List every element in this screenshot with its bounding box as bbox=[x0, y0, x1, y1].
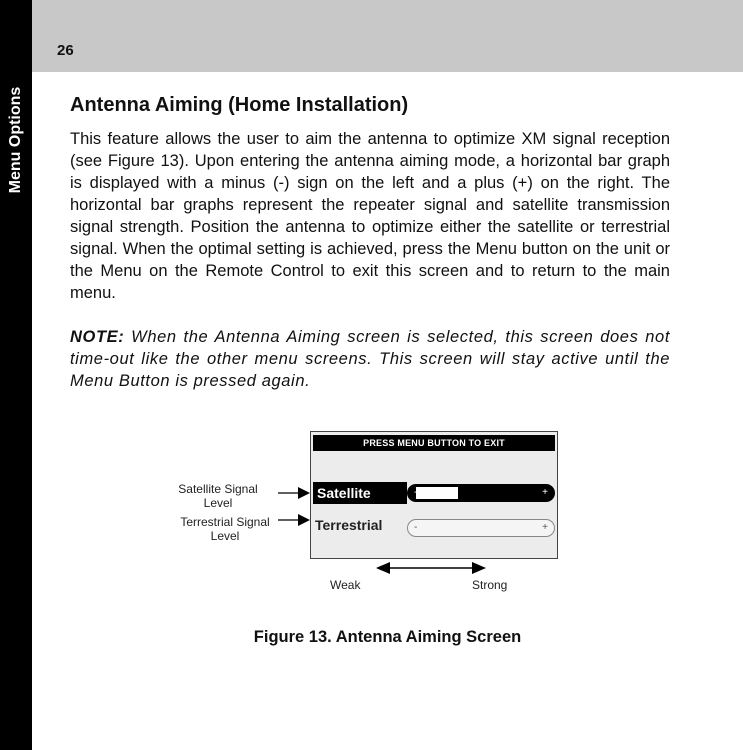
note-label: NOTE: bbox=[70, 328, 125, 346]
figure-caption: Figure 13. Antenna Aiming Screen bbox=[253, 628, 522, 646]
page-number: 26 bbox=[57, 42, 74, 59]
minus-sign: - bbox=[414, 487, 418, 498]
callout-line: Level bbox=[203, 496, 233, 510]
note-text: When the Antenna Aiming screen is selected, this screen does not time-out like the other menu screens. This screen will stay active until the Menu Button is pressed again. bbox=[70, 328, 670, 390]
body-paragraph: This feature allows the user to aim the antenna to optimize XM signal reception (see Figure 13). Upon entering the antenna aiming mode, a horizontal bar graph is displayed with a minus (-) sign on the left and a plus (+) on the right. The horizontal bar graphs represent the repeater signal and satellite transmission signal strength. Position the antenna to optimize either the satellite or terrestrial signal. When the optimal setting is achieved, press the Menu button on the unit or the Menu on the Remote Control to exit this screen and to return to the main menu. bbox=[70, 130, 670, 302]
minus-sign: - bbox=[414, 522, 418, 533]
strong-arrowhead bbox=[472, 562, 486, 574]
plus-sign: + bbox=[542, 522, 548, 533]
weak-arrowhead bbox=[376, 562, 390, 574]
terrestrial-arrowhead bbox=[298, 514, 310, 526]
screen-header: PRESS MENU BUTTON TO EXIT bbox=[313, 435, 555, 451]
satellite-label: Satellite bbox=[313, 482, 407, 504]
section-heading: Antenna Aiming (Home Installation) bbox=[70, 94, 409, 116]
sidebar-section-label: Menu Options bbox=[7, 86, 24, 194]
satellite-arrowhead bbox=[298, 487, 310, 499]
strong-label: Strong bbox=[472, 578, 508, 592]
plus-sign: + bbox=[542, 487, 548, 498]
callout-line: Satellite Signal bbox=[178, 482, 258, 496]
terrestrial-label: Terrestrial bbox=[315, 517, 383, 533]
callout-line: Level bbox=[210, 529, 240, 543]
weak-label: Weak bbox=[330, 578, 361, 592]
callout-line: Terrestrial Signal bbox=[180, 515, 270, 529]
